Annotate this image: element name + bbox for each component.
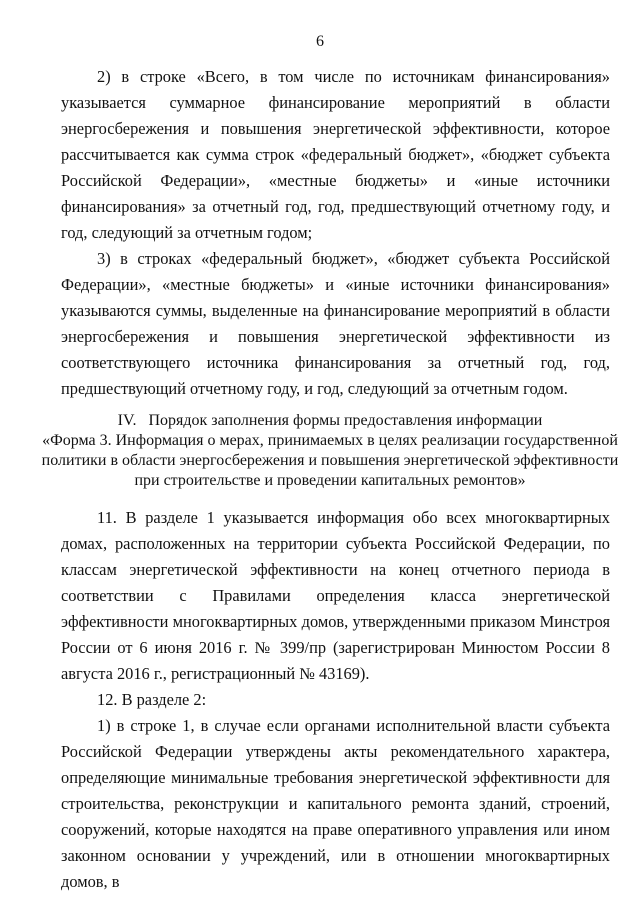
paragraph-12: 12. В разделе 2: (97, 690, 207, 709)
section-number: IV. (117, 412, 137, 429)
paragraph-item-3: 3) в строках «федеральный бюджет», «бюджет субъекта Российской Федерации», «местные бюджеты» и «иные источники финансирования» указываются суммы, выделенные на финансирование мероприятий в области энергосбережения и повышения энергетической эффективности из соответствующего источника финансирования за отчетный год, год, предшествующий отчетному году, и год, следующий за отчетным годом. (61, 249, 610, 398)
section-heading-line2: «Форма 3. Информация о мерах, принимаемых в целях реализации государственной (42, 432, 618, 449)
paragraph-12-item-1: 1) в строке 1, в случае если органами исполнительной власти субъекта Российской Федерации утверждены акты рекомендательного характера, определяющие минимальные требования энергетической эффективности для строительства, реконструкции и капитального ремонта зданий, строений, сооружений, которые находятся на праве оперативного управления или ином законном основании у учреждений, или в отношении многоквартирных домов, в (61, 716, 610, 891)
section-heading-line4: при строительстве и проведении капитальных ремонтов» (134, 472, 526, 489)
paragraphs-top (61, 64, 610, 402)
section-title: Порядок заполнения формы предоставления информации (148, 412, 543, 429)
paragraphs-bottom (61, 505, 610, 895)
paragraph-item-2: 2) в строке «Всего, в том числе по источникам финансирования» указывается суммарное финансирование мероприятий в области энергосбережения и повышения энергетической эффективности, которое рассчитывается как сумма строк «федеральный бюджет», «бюджет субъекта Российской Федерации», «местные бюджеты» и «иные источники финансирования» за отчетный год, год, предшествующий отчетному году, и год, следующий за отчетным годом; (61, 67, 610, 242)
section-heading-line3: политики в области энергосбережения и повышения энергетической эффективности (41, 452, 619, 469)
section-heading-line1 (40, 411, 620, 431)
paragraph-11: 11. В разделе 1 указывается информация обо всех многоквартирных домах, расположенных на территории субъекта Российской Федерации, по классам энергетической эффективности на конец отчетного периода в соответствии с Правилами определения класса энергетической эффективности многоквартирных домов, утвержденными приказом Минстроя России от 6 июня 2016 г. № 399/пр (зарегистрирован Минюстом России 8 августа 2016 г., регистрационный № 43169). (61, 508, 610, 683)
section-heading (40, 411, 620, 491)
page-number: 6 (316, 33, 324, 50)
